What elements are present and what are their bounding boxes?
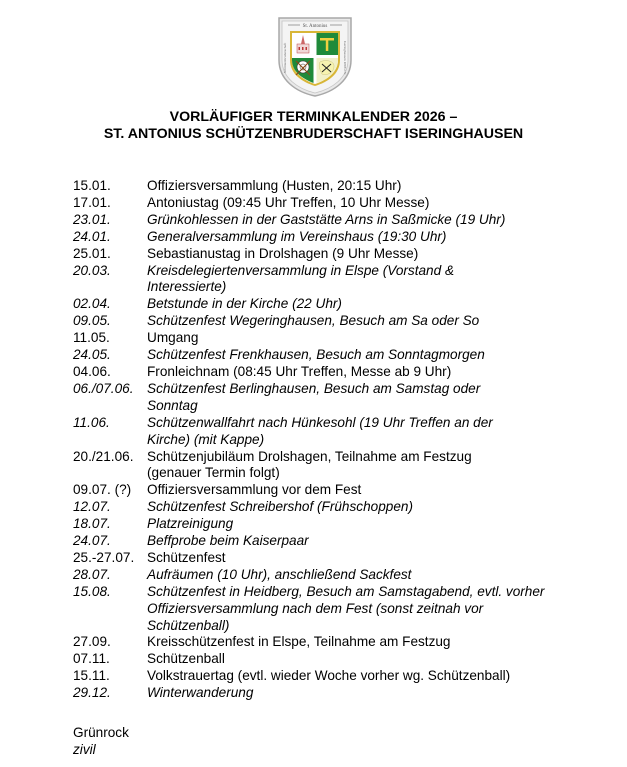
- event-date: 27.09.: [73, 634, 111, 650]
- event-description: Offiziersversammlung (Husten, 20:15 Uhr): [147, 178, 402, 193]
- event-description: Schützenfest Schreibershof (Frühschoppen): [147, 499, 413, 515]
- event-description: Schützenjubiläum Drolshagen, Teilnahme am Festzug (genauer Termin folgt): [147, 448, 472, 481]
- event-row: [73, 229, 593, 246]
- event-description: Fronleichnam (08:45 Uhr Treffen, Messe ab 9 Uhr): [147, 363, 452, 379]
- event-date: 25.-27.07.: [73, 549, 135, 565]
- event-description: Betstunde in der Kirche (22 Uhr): [147, 296, 342, 312]
- event-row: [73, 415, 593, 449]
- event-description: Umgang: [147, 330, 199, 346]
- event-description: Antoniustag (09:45 Uhr Treffen, 10 Uhr Messe): [147, 194, 430, 210]
- event-date: 06./07.06.: [73, 380, 134, 396]
- event-row: [73, 330, 593, 347]
- event-row: [73, 668, 593, 685]
- event-row: [73, 195, 593, 212]
- event-date: 04.06.: [73, 363, 111, 379]
- event-row: [73, 499, 593, 516]
- event-date: 02.04.: [73, 296, 111, 312]
- event-row: [73, 567, 593, 584]
- event-row: [73, 516, 593, 533]
- event-date: 24.01.: [73, 228, 111, 244]
- event-description: Schützenwallfahrt nach Hünkesohl (19 Uhr Treffen an der Kirche) (mit Kappe): [147, 414, 493, 447]
- event-date: 15.08.: [73, 583, 111, 599]
- event-row: [73, 296, 593, 313]
- event-date: 11.05.: [73, 330, 110, 346]
- event-description: Schützenfest Wegeringhausen, Besuch am Sa oder So: [147, 313, 480, 329]
- event-description: Kreisdelegiertenversammlung in Elspe (Vorstand & Interessierte): [147, 262, 455, 295]
- event-date: 11.06.: [73, 414, 110, 430]
- event-date: 15.01.: [73, 178, 111, 193]
- event-row: [73, 634, 593, 651]
- event-description: Sebastianustag in Drolshagen (9 Uhr Messe): [147, 245, 419, 261]
- event-row: [73, 584, 593, 635]
- event-description: Schützenball: [147, 651, 225, 667]
- event-row: [73, 347, 593, 364]
- event-date: 20./21.06.: [73, 448, 134, 464]
- event-row: [73, 364, 593, 381]
- event-date: 20.03.: [73, 262, 111, 278]
- event-date: 15.11.: [73, 668, 110, 684]
- event-row: [73, 685, 593, 702]
- event-description: Offiziersversammlung vor dem Fest: [147, 482, 362, 498]
- event-description: Winterwanderung: [147, 685, 254, 701]
- title-line-2: ST. ANTONIUS SCHÜTZENBRUDERSCHAFT ISERINGHAUSEN: [103, 125, 524, 142]
- event-description: Kreisschützenfest in Elspe, Teilnahme am Festzug: [147, 634, 451, 650]
- event-date: 12.07.: [73, 499, 111, 515]
- dress-code-legend: [73, 725, 129, 759]
- event-description: Beffprobe beim Kaiserpaar: [147, 533, 309, 549]
- event-row: [73, 449, 593, 483]
- event-date: 24.07.: [73, 533, 111, 549]
- event-description: Schützenfest: [147, 549, 226, 565]
- event-row: [73, 651, 593, 668]
- event-description: Schützenfest Frenkhausen, Besuch am Sonntagmorgen: [147, 347, 485, 363]
- title-line-1: VORLÄUFIGER TERMINKALENDER 2026 –: [169, 109, 458, 125]
- svg-text:Iseringhausen 1888 e.V.: Iseringhausen 1888 e.V.: [343, 41, 347, 75]
- event-date: 09.07. (?): [73, 482, 132, 498]
- event-row: [73, 533, 593, 550]
- svg-text:Schützenbruderschaft: Schützenbruderschaft: [283, 42, 287, 74]
- event-date: 18.07.: [73, 516, 111, 532]
- event-row: [73, 246, 593, 263]
- event-row: [73, 482, 593, 499]
- event-date: 07.11.: [73, 651, 110, 667]
- event-row: [73, 212, 593, 229]
- legend-italic-label: zivil: [73, 741, 96, 757]
- event-description: Volkstrauertag (evtl. wieder Woche vorher wg. Schützenball): [147, 668, 511, 684]
- event-date: 29.12.: [73, 685, 111, 701]
- event-row: [73, 381, 593, 415]
- event-date: 25.01.: [73, 245, 111, 261]
- club-crest-logo: [276, 14, 354, 98]
- event-date: 24.05.: [73, 347, 111, 363]
- event-description: Aufräumen (10 Uhr), anschließend Sackfest: [147, 566, 412, 582]
- event-list: [73, 178, 593, 702]
- event-description: Grünkohlessen in der Gaststätte Arns in Saßmicke (19 Uhr): [147, 211, 506, 227]
- event-row: [73, 263, 593, 297]
- event-row: [73, 550, 593, 567]
- event-date: 23.01.: [73, 211, 111, 227]
- event-description: Platzreinigung: [147, 516, 234, 532]
- legend-normal-label: Grünrock: [73, 725, 129, 740]
- document-title: [0, 109, 627, 142]
- event-date: 09.05.: [73, 313, 111, 329]
- event-row: [73, 313, 593, 330]
- svg-text:St. Antonius: St. Antonius: [302, 24, 328, 29]
- event-description: Schützenfest in Heidberg, Besuch am Samstagabend, evtl. vorher Offiziersversammlung nach dem Fest (sonst zeitnah vor Schützenball): [147, 583, 545, 633]
- event-row: [73, 178, 593, 195]
- event-description: Schützenfest Berlinghausen, Besuch am Samstag oder Sonntag: [147, 380, 481, 413]
- event-date: 28.07.: [73, 566, 111, 582]
- event-description: Generalversammlung im Vereinshaus (19:30 Uhr): [147, 228, 447, 244]
- event-date: 17.01.: [73, 194, 111, 210]
